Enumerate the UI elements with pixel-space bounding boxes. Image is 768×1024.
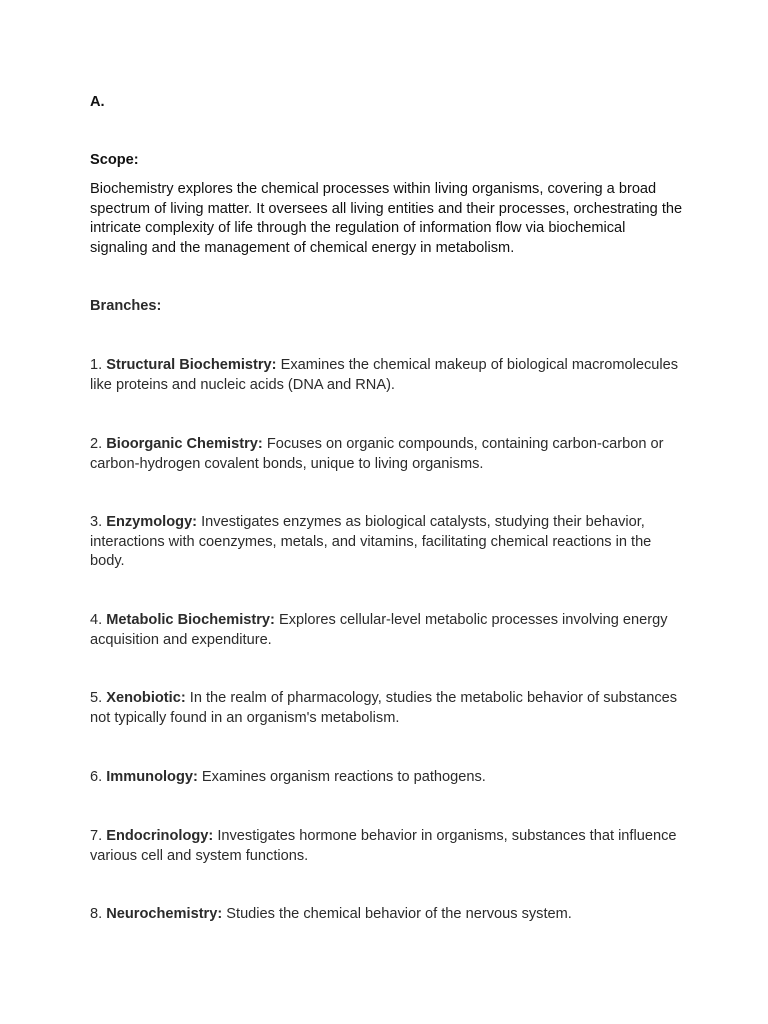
branch-item-4 (90, 611, 685, 650)
branch-title: Endocrinology: (106, 828, 214, 844)
branch-description: Examines organism reactions to pathogens. (201, 769, 486, 785)
branch-item-2 (90, 435, 685, 474)
branch-number: 1. (90, 357, 103, 373)
branch-item-5 (90, 689, 685, 728)
branch-title: Xenobiotic: (106, 690, 186, 706)
branch-description: Investigates hormone behavior in organisms, substances that influence various cell and system functions. (90, 828, 677, 864)
branch-title: Immunology: (106, 769, 198, 785)
branch-number: 5. (90, 690, 103, 706)
branch-number: 3. (90, 514, 103, 530)
branch-description: Examines the chemical makeup of biological macromolecules like proteins and nucleic acids (DNA and RNA). (90, 357, 679, 393)
branch-item-3 (90, 513, 685, 572)
branch-number: 6. (90, 769, 103, 785)
branch-item-8 (90, 905, 685, 925)
section-marker: A. (90, 94, 105, 110)
branch-title: Enzymology: (106, 514, 198, 530)
branch-description: Investigates enzymes as biological catalysts, studying their behavior, interactions with coenzymes, metals, and vitamins, facilitating chemical reactions in the body. (90, 514, 652, 569)
branch-number: 8. (90, 906, 103, 922)
branch-title: Bioorganic Chemistry: (106, 436, 263, 452)
branch-number: 7. (90, 828, 103, 844)
branches-heading: Branches: (90, 298, 162, 314)
branch-title: Neurochemistry: (106, 906, 223, 922)
branch-title: Structural Biochemistry: (106, 357, 277, 373)
branch-item-6 (90, 768, 685, 788)
branch-item-7 (90, 827, 685, 866)
branch-description: Focuses on organic compounds, containing carbon-carbon or carbon-hydrogen covalent bonds, unique to living organisms. (90, 436, 664, 472)
branch-title: Metabolic Biochemistry: (106, 612, 275, 628)
branch-description: In the realm of pharmacology, studies the metabolic behavior of substances not typically found in an organism's metabolism. (90, 690, 678, 726)
branch-description: Explores cellular-level metabolic processes involving energy acquisition and expenditure. (90, 612, 668, 648)
branch-number: 4. (90, 612, 103, 628)
scope-heading: Scope: (90, 152, 139, 168)
scope-paragraph: Biochemistry explores the chemical processes within living organisms, covering a broad spectrum of living matter. It oversees all living entities and their processes, orchestrating the intricate complexity of life through the regulation of information flow via biochemical signaling and the management of chemical energy in metabolism. (90, 181, 683, 256)
branch-item-1 (90, 356, 685, 395)
branch-number: 2. (90, 436, 103, 452)
branch-description: Studies the chemical behavior of the nervous system. (226, 906, 572, 922)
